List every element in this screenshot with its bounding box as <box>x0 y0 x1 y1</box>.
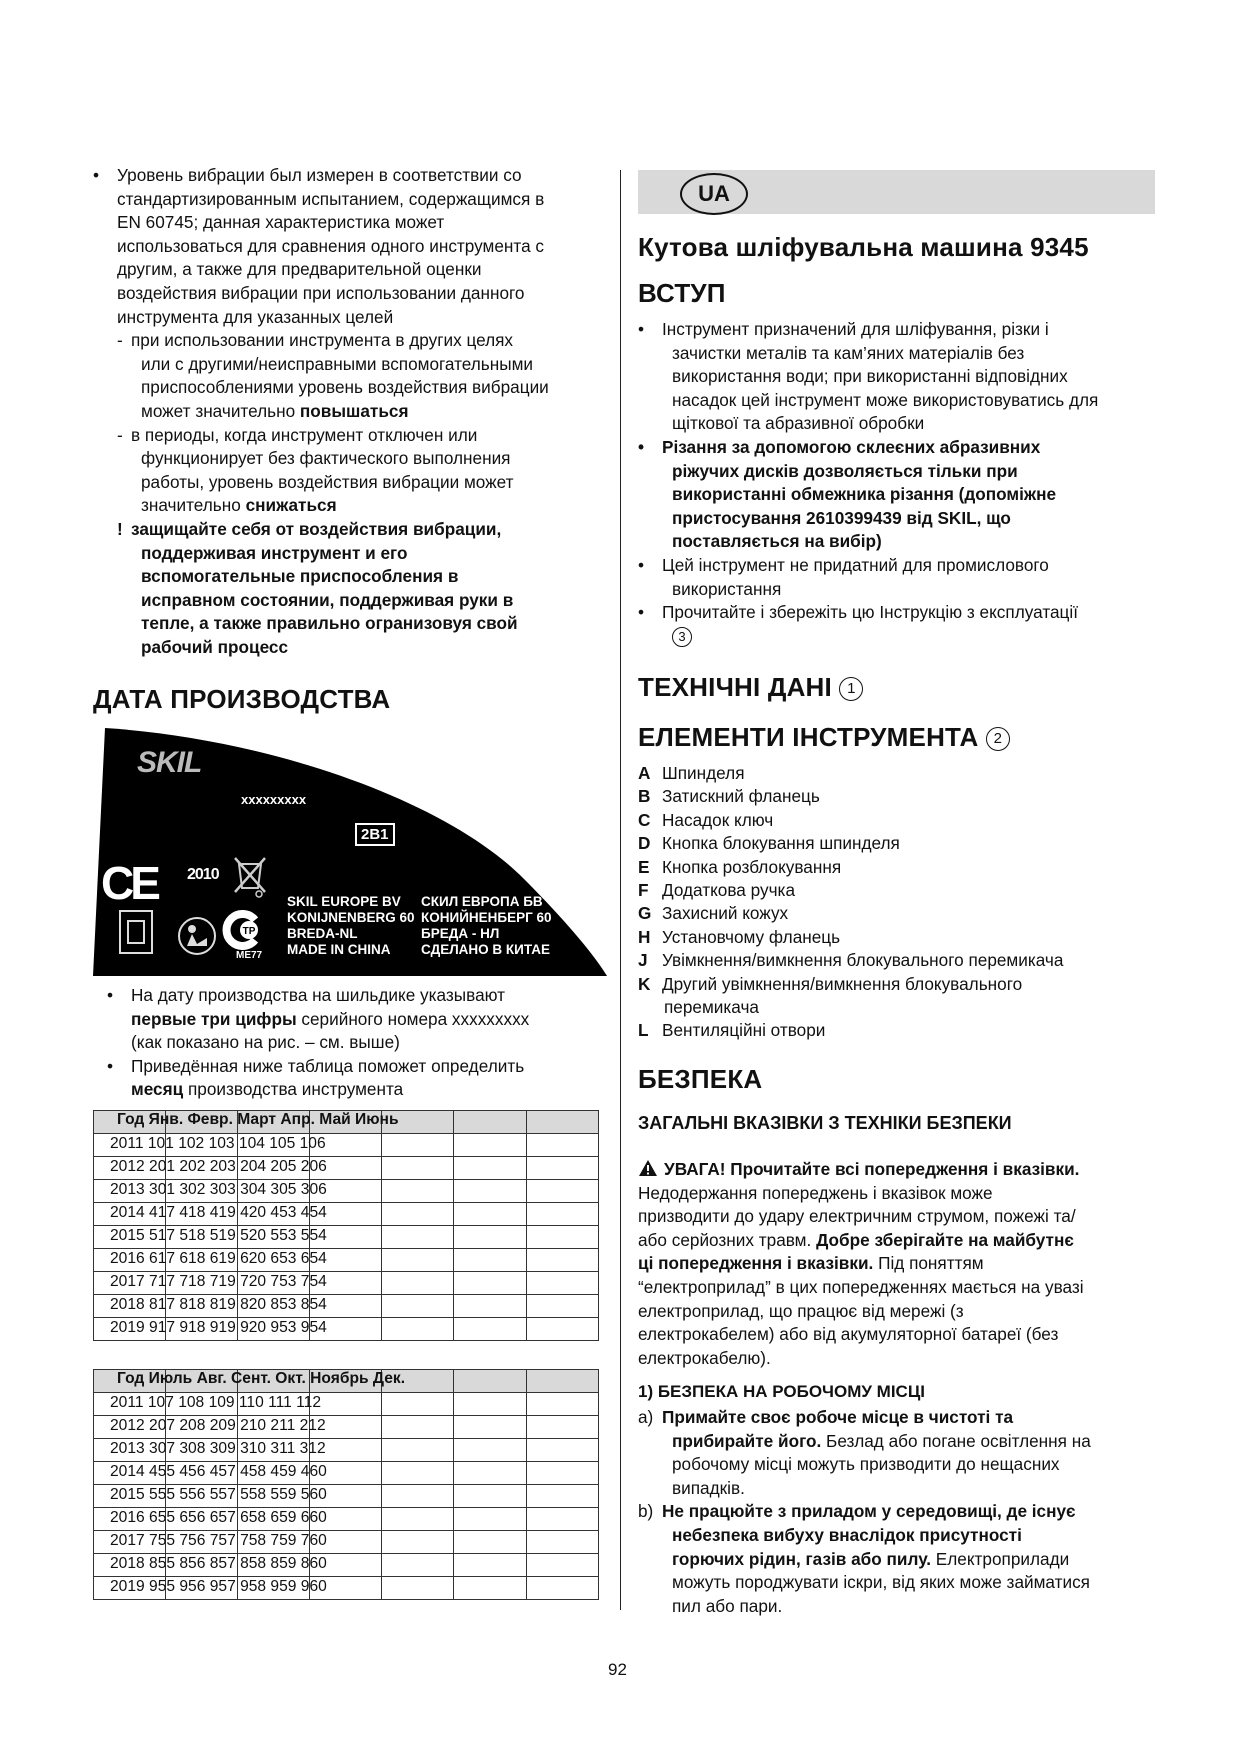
text-line: робочому місці можуть призводити до нещасних <box>672 1454 1060 1475</box>
text-line: використання <box>672 578 782 599</box>
text-line: работы, уровень воздействия вибрации может <box>141 471 514 492</box>
dash-marker: - <box>117 424 123 445</box>
text-line <box>662 1430 1163 1454</box>
item-text: Кнопка розблокування <box>662 856 842 877</box>
gost-mark-icon <box>221 910 261 950</box>
read-manual-icon <box>177 916 217 956</box>
table-row: 2012 207 208 209 210 211 212 <box>110 1417 326 1434</box>
address-line: СДЕЛАНО В КИТАЕ <box>421 942 551 957</box>
address-line: SKIL EUROPE BV <box>287 894 401 909</box>
gost-code: ME77 <box>236 950 263 961</box>
figure-ref-2-icon: 2 <box>986 727 1010 751</box>
element-item <box>638 949 1158 972</box>
text-line: использоваться для сравнения одного инструмента с <box>117 235 545 256</box>
address-line: БРЕДА - НЛ <box>421 926 500 941</box>
bullet-marker: • <box>638 319 645 339</box>
text-line: другим, а также для предварительной оценки <box>117 259 482 280</box>
bold-text: горючих рідин, газів або пилу. <box>672 1548 932 1569</box>
item-letter: G <box>638 903 652 924</box>
serial-note-bullet <box>107 984 612 1055</box>
table-row: 2018 817 818 819 820 853 854 <box>110 1296 327 1313</box>
warning-line <box>638 1158 1163 1182</box>
production-date-notes <box>107 984 612 1102</box>
text-line: вспомогательные приспособления в <box>141 566 459 587</box>
table-row: 2012 201 202 203 204 205 206 <box>110 1158 327 1175</box>
text-line <box>638 1252 1163 1276</box>
vibration-sub-item-decrease <box>93 424 608 518</box>
element-item <box>638 973 1158 1020</box>
item-letter: F <box>638 880 649 901</box>
text-line: Інструмент призначений для шліфування, різки і <box>662 319 1049 339</box>
element-item <box>638 1019 1158 1042</box>
table-row: 2017 755 756 757 758 759 760 <box>110 1532 327 1549</box>
plain-text: або серйозних травм. <box>638 1229 817 1250</box>
element-item <box>638 856 1158 879</box>
element-item <box>638 832 1158 855</box>
text-line: можуть породжувати іскри, від яких може займатися <box>672 1572 1090 1593</box>
vibration-bullet <box>93 164 608 329</box>
address-line: СКИЛ ЕВРОПА БВ <box>421 894 543 909</box>
elements-heading <box>638 722 1010 753</box>
page-number: 92 <box>608 1660 627 1679</box>
element-item <box>638 879 1158 902</box>
item-marker: a) <box>638 1407 654 1427</box>
bold-text: ці попередження і вказівки. <box>638 1253 874 1274</box>
production-date-heading: ДАТА ПРОИЗВОДСТВА <box>93 684 391 714</box>
address-line: MADE IN CHINA <box>287 942 391 957</box>
figure-ref-1-icon: 1 <box>839 677 863 701</box>
intro-heading: ВСТУП <box>638 278 726 308</box>
vibration-sub-item-increase <box>93 329 608 423</box>
bold-text: Примайте своє робоче місце в чистоті та <box>662 1407 1014 1427</box>
table-row: 2019 955 956 957 958 959 960 <box>110 1578 327 1595</box>
table-row: 2011 107 108 109 110 111 112 <box>110 1394 322 1411</box>
text-line: електрокабелем) або від акумуляторної батареї (без <box>638 1324 1059 1345</box>
address-line: KONIJNENBERG 60 <box>287 910 415 925</box>
work-area-list <box>638 1406 1163 1618</box>
vibration-warning <box>93 518 608 660</box>
intro-bullet-purpose <box>638 318 1158 436</box>
heading-text: ТЕХНІЧНІ ДАНІ <box>638 672 832 702</box>
column-divider <box>620 170 621 1610</box>
elements-list <box>638 762 1158 1043</box>
text-line: “електроприлад” в цих попередженнях мається на увазі <box>638 1276 1084 1297</box>
address-english <box>287 894 415 958</box>
table-row: 2015 555 556 557 558 559 560 <box>110 1486 327 1503</box>
item-text: Кнопка блокування шпинделя <box>662 833 900 854</box>
element-item <box>638 926 1158 949</box>
item-text-continued: перемикача <box>664 997 759 1018</box>
text-line: тепле, а также правильно огранизовуя свой <box>141 613 518 634</box>
text-line <box>131 494 608 518</box>
language-badge: UA <box>680 173 748 215</box>
item-letter: L <box>638 1020 649 1041</box>
bold-text: небезпека вибуху внаслідок присутності <box>672 1524 1022 1545</box>
tech-data-heading <box>638 672 863 703</box>
text-line: щіткової та абразивної обробки <box>672 413 925 434</box>
element-item <box>638 902 1158 925</box>
item-letter: E <box>638 856 650 877</box>
general-safety-subheading: ЗАГАЛЬНІ ВКАЗІВКИ З ТЕХНІКИ БЕЗПЕКИ <box>638 1113 1012 1133</box>
bold-text: месяц <box>131 1079 184 1100</box>
bold-text: Не працюйте з приладом у середовищі, де існує <box>662 1501 1076 1522</box>
skil-logo: SKIL <box>137 746 202 779</box>
item-text: Другий увімкнення/вимкнення блокувального <box>662 973 1023 994</box>
bullet-marker: • <box>107 985 114 1005</box>
table-row: 2018 855 856 857 858 859 860 <box>110 1555 327 1572</box>
text-line: використанні обмежника різання (допоміжне <box>672 484 1057 505</box>
table-row: 2014 417 418 419 420 453 454 <box>110 1204 327 1221</box>
text-line: випадків. <box>672 1477 745 1498</box>
ce-mark-icon: CE <box>101 857 157 909</box>
language-bar <box>638 170 1155 214</box>
item-marker: b) <box>638 1501 654 1522</box>
item-letter: B <box>638 786 651 807</box>
element-item <box>638 785 1158 808</box>
text-line <box>638 1229 1163 1253</box>
double-insulation-icon <box>119 910 153 954</box>
table-header: Год Июль Авг. Сент. Окт. Ноябрь Дек. <box>117 1370 406 1387</box>
warning-triangle-icon <box>638 1159 658 1177</box>
table-row: 2014 455 456 457 458 459 460 <box>110 1463 327 1480</box>
work-area-heading: 1) БЕЗПЕКА НА РОБОЧОМУ МІСЦІ <box>638 1382 925 1401</box>
text-line: ріжучих дисків дозволяється тільки при <box>672 460 1018 481</box>
text-line <box>662 1548 1163 1572</box>
bullet-marker: • <box>93 165 100 185</box>
item-text: Шпинделя <box>662 763 745 783</box>
bullet-marker: • <box>638 436 645 457</box>
intro-bullet-cutting <box>638 436 1158 554</box>
plain-text: Електроприлади <box>931 1548 1070 1569</box>
item-letter: C <box>638 809 651 830</box>
bullet-marker: • <box>638 602 645 623</box>
table-row: 2016 655 656 657 658 659 660 <box>110 1509 327 1526</box>
text-line: приспособлениями уровень воздействия вибрации <box>141 377 549 398</box>
text-line: (как показано на рис. – см. выше) <box>131 1032 400 1053</box>
text-line: или с другими/неисправными вспомогательными <box>141 353 534 374</box>
weee-bin-icon <box>233 856 267 898</box>
label-year: 2010 <box>187 866 219 883</box>
serial-number: xxxxxxxxx <box>241 792 307 807</box>
bold-text: снижаться <box>245 495 337 516</box>
text-line: електроприлад, що працює від мережі (з <box>638 1300 964 1321</box>
table-row: 2016 617 618 619 620 653 654 <box>110 1250 327 1267</box>
bold-text: повышаться <box>299 400 409 421</box>
warning-text: УВАГА! Прочитайте всі попередження і вказівки. <box>664 1159 1080 1179</box>
text-line: рабочий процесс <box>141 636 289 657</box>
text-line: пристосування 2610399439 від SKIL, що <box>672 507 1011 528</box>
text-line: Різання за допомогою склеєних абразивних <box>662 436 1041 457</box>
text-line <box>131 400 608 424</box>
text-line: пил або пари. <box>672 1595 783 1616</box>
item-text: Увімкнення/вимкнення блокувального перемикача <box>662 950 1064 971</box>
item-text: Насадок ключ <box>662 809 774 830</box>
table-row: 2017 717 718 719 720 753 754 <box>110 1273 327 1290</box>
item-text: Захисний кожух <box>662 903 789 924</box>
text-line: стандартизированным испытанием, содержащимся в <box>117 188 545 209</box>
text-line: електрокабелю). <box>638 1347 771 1368</box>
intro-list <box>638 318 1158 648</box>
work-area-item-b <box>638 1500 1163 1618</box>
bold-text: Добре зберігайте на майбутнє <box>816 1229 1074 1250</box>
text-line <box>131 1078 612 1102</box>
heading-text: ЕЛЕМЕНТИ ІНСТРУМЕНТА <box>638 722 979 752</box>
text-line: поддерживая инструмент и его <box>141 542 408 563</box>
text-line: EN 60745; данная характеристика может <box>117 212 445 233</box>
safety-heading: БЕЗПЕКА <box>638 1064 763 1094</box>
plain-text: производства инструмента <box>183 1079 404 1100</box>
item-letter: K <box>638 973 651 994</box>
text-line: при использовании инструмента в других целях <box>131 330 514 351</box>
code-box: 2B1 <box>355 823 395 846</box>
item-letter: J <box>638 950 648 971</box>
item-letter: H <box>638 926 651 947</box>
dash-marker: - <box>117 330 123 351</box>
intro-bullet-read-manual <box>638 601 1158 648</box>
table-row: 2015 517 518 519 520 553 554 <box>110 1227 327 1244</box>
text-line: воздействия вибрации при использовании данного <box>117 282 525 303</box>
text-line: Уровень вибрации был измерен в соответствии со <box>117 165 522 185</box>
plain-text: серийного номера xxxxxxxxx <box>296 1008 530 1029</box>
table-header: Год Янв. Февр. Март Апр. Май Июнь <box>117 1111 399 1128</box>
element-item <box>638 809 1158 832</box>
text-line: насадок цей інструмент може використовуватись для <box>672 389 1099 410</box>
text-line: поставляється на вибір) <box>672 531 882 552</box>
text-line: призводити до удару електричним струмом, пожежі та/ <box>638 1206 1076 1227</box>
text-line: На дату производства на шильдике указывают <box>131 985 506 1005</box>
plain-text: Безлад або погане освітлення на <box>821 1430 1091 1451</box>
work-area-item-a <box>638 1406 1163 1500</box>
text-line: исправном состоянии, поддерживая руки в <box>141 589 514 610</box>
figure-ref-3-icon: 3 <box>672 627 692 647</box>
plain-text: Під поняттям <box>873 1253 984 1274</box>
text-line: використання води; при використанні відповідних <box>672 366 1068 387</box>
text-line <box>131 1008 612 1032</box>
table-note-bullet <box>107 1055 612 1102</box>
text-line: Приведённая ниже таблица поможет определить <box>131 1055 525 1076</box>
general-safety-text <box>638 1158 1163 1370</box>
table-row: 2013 307 308 309 310 311 312 <box>110 1440 326 1457</box>
bold-text: первые три цифры <box>131 1008 297 1029</box>
svg-text:TP: TP <box>242 926 256 937</box>
item-text: Установчому фланець <box>662 926 841 947</box>
bold-text: прибирайте його. <box>672 1430 822 1451</box>
item-text: Вентиляційні отвори <box>662 1020 826 1041</box>
text-line: зачистки металів та кам’яних матеріалів без <box>672 342 1025 363</box>
text-line: Прочитайте і збережіть цю Інструкцію з експлуатації <box>662 602 1078 623</box>
text-line: инструмента для указанных целей <box>117 306 394 327</box>
item-letter: D <box>638 833 651 854</box>
item-letter: A <box>638 763 651 783</box>
table-row: 2011 101 102 103 104 105 106 <box>110 1135 326 1152</box>
text-line: Цей інструмент не придатний для промислового <box>662 554 1049 575</box>
product-title: Кутова шліфувальна машина 9345 <box>638 232 1089 262</box>
text-line: в периоды, когда инструмент отключен или <box>131 424 478 445</box>
text-line: Недодержання попереджень і вказівок може <box>638 1182 993 1203</box>
text-line: защищайте себя от воздействия вибрации, <box>131 518 502 539</box>
bullet-marker: • <box>638 554 645 575</box>
address-russian <box>421 894 552 958</box>
rating-label-image <box>93 728 607 976</box>
vibration-section <box>93 164 608 659</box>
address-line: КОНИЙНЕНБЕРГ 60 <box>421 910 552 925</box>
intro-bullet-not-industrial <box>638 554 1158 601</box>
item-text: Затискний фланець <box>662 786 820 807</box>
table-row: 2013 301 302 303 304 305 306 <box>110 1181 327 1198</box>
bullet-marker: • <box>107 1055 114 1076</box>
table-row: 2019 917 918 919 920 953 954 <box>110 1319 327 1336</box>
plain-text: значительно <box>141 495 246 516</box>
element-item <box>638 762 1158 785</box>
text-line: функционирует без фактического выполнения <box>141 448 511 469</box>
plain-text: может значительно <box>141 400 300 421</box>
item-text: Додаткова ручка <box>662 880 796 901</box>
address-line: BREDA-NL <box>287 926 358 941</box>
exclamation-icon: ! <box>117 518 123 539</box>
